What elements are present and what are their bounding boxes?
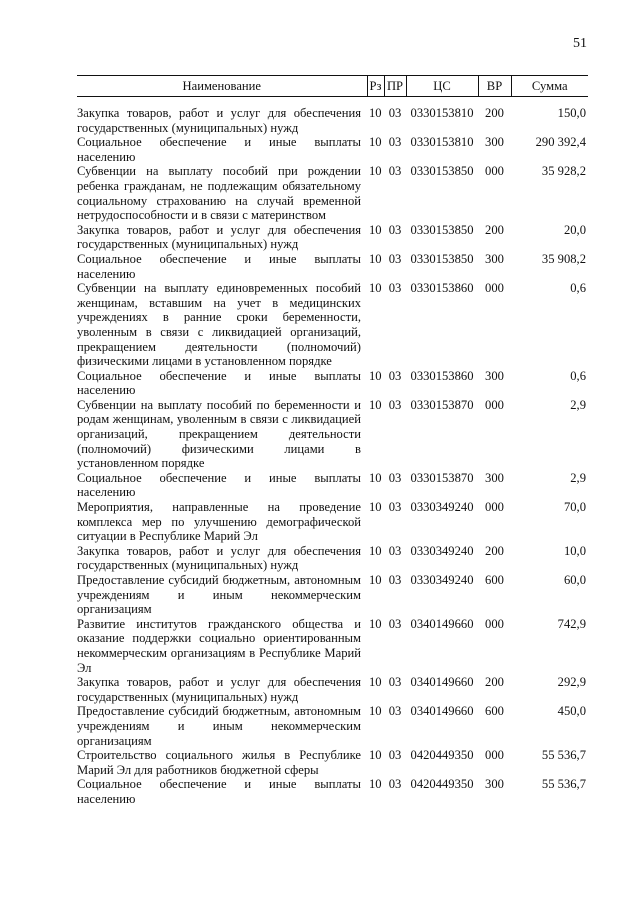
cell-rz: 10 bbox=[369, 106, 382, 120]
cell-pr: 03 bbox=[388, 543, 402, 558]
cell-vr: 000 bbox=[485, 748, 504, 763]
table-row bbox=[77, 617, 588, 675]
cell-rz: 10 bbox=[369, 777, 382, 792]
cell-name: Закупка товаров, работ и услуг для обеспечения государственных (муниципальных) нужд bbox=[77, 675, 361, 704]
cell-vr: 200 bbox=[485, 543, 504, 558]
cell-cs: 0330153850 bbox=[410, 222, 474, 237]
cell-sum: 35 908,2 bbox=[541, 251, 586, 266]
cell-pr: 03 bbox=[388, 616, 402, 631]
cell-pr: 03 bbox=[388, 704, 402, 719]
cell-sum: 290 392,4 bbox=[535, 135, 586, 150]
cell-name: Социальное обеспечение и иные выплаты населению bbox=[77, 368, 361, 398]
cell-cs: 0330349240 bbox=[410, 573, 474, 587]
cell-cs: 0330153850 bbox=[410, 164, 474, 179]
cell-sum: 742,9 bbox=[557, 616, 586, 631]
cell-cs: 0330153860 bbox=[410, 368, 474, 383]
cell-vr: 300 bbox=[485, 777, 504, 792]
table-row bbox=[77, 704, 588, 748]
table-row bbox=[77, 544, 588, 573]
cell-sum: 0,6 bbox=[570, 281, 586, 296]
cell-vr: 000 bbox=[485, 500, 504, 515]
cell-rz: 10 bbox=[369, 368, 382, 383]
cell-pr: 03 bbox=[388, 777, 402, 792]
cell-sum: 10,0 bbox=[563, 543, 586, 558]
cell-pr: 03 bbox=[388, 675, 402, 690]
cell-rz: 10 bbox=[369, 675, 382, 690]
cell-rz: 10 bbox=[369, 500, 382, 515]
cell-sum: 60,0 bbox=[563, 573, 586, 587]
cell-pr: 03 bbox=[388, 164, 402, 179]
cell-rz: 10 bbox=[369, 616, 382, 631]
cell-cs: 0420449350 bbox=[410, 777, 474, 792]
cell-name: Закупка товаров, работ и услуг для обеспечения государственных (муниципальных) нужд bbox=[77, 222, 361, 252]
cell-pr: 03 bbox=[388, 470, 402, 485]
cell-vr: 600 bbox=[485, 704, 504, 719]
cell-name: Социальное обеспечение и иные выплаты населению bbox=[77, 251, 361, 281]
table-row bbox=[77, 748, 588, 777]
cell-vr: 300 bbox=[485, 135, 504, 150]
header-name: Наименование bbox=[77, 76, 367, 97]
table-row bbox=[77, 97, 588, 136]
cell-sum: 55 536,7 bbox=[541, 748, 586, 763]
header-vr: ВР bbox=[478, 76, 511, 97]
cell-cs: 0330153870 bbox=[410, 397, 474, 412]
cell-pr: 03 bbox=[388, 281, 402, 296]
cell-pr: 03 bbox=[388, 222, 402, 237]
table-row bbox=[77, 223, 588, 252]
table-row bbox=[77, 164, 588, 222]
cell-sum: 55 536,7 bbox=[541, 777, 586, 792]
header-cs: ЦС bbox=[406, 76, 478, 97]
table-row bbox=[77, 252, 588, 281]
cell-rz: 10 bbox=[369, 135, 382, 150]
cell-vr: 200 bbox=[485, 675, 504, 690]
cell-rz: 10 bbox=[369, 164, 382, 179]
cell-sum: 70,0 bbox=[563, 500, 586, 515]
cell-sum: 35 928,2 bbox=[541, 164, 586, 179]
cell-sum: 292,9 bbox=[557, 675, 586, 690]
cell-cs: 0340149660 bbox=[410, 616, 474, 631]
header-rz: Рз bbox=[367, 76, 384, 97]
cell-cs: 0330153810 bbox=[410, 106, 474, 120]
cell-name: Субвенции на выплату единовременных пособий женщинам, вставшим на учет в медицинских учреждениях в ранние сроки беременности, уволенным в связи с ликвидацией организаций, прекращением деятельности (полномочий) физическими лицами в установленном порядке bbox=[77, 281, 361, 369]
page-number: 51 bbox=[573, 36, 587, 51]
cell-rz: 10 bbox=[369, 704, 382, 719]
cell-rz: 10 bbox=[369, 397, 382, 412]
cell-sum: 2,9 bbox=[570, 397, 586, 412]
cell-rz: 10 bbox=[369, 281, 382, 296]
cell-sum: 450,0 bbox=[557, 704, 586, 719]
table-row bbox=[77, 777, 588, 806]
header-pr: ПР bbox=[384, 76, 406, 97]
cell-cs: 0340149660 bbox=[410, 704, 474, 719]
cell-cs: 0420449350 bbox=[410, 748, 474, 763]
cell-name: Предоставление субсидий бюджетным, автономным учреждениям и иным некоммерческим организациям bbox=[77, 573, 361, 617]
cell-vr: 000 bbox=[485, 281, 504, 296]
cell-vr: 000 bbox=[485, 397, 504, 412]
cell-sum: 20,0 bbox=[563, 222, 586, 237]
table-row bbox=[77, 369, 588, 398]
cell-name: Социальное обеспечение и иные выплаты населению bbox=[77, 470, 361, 500]
cell-pr: 03 bbox=[388, 397, 402, 412]
cell-pr: 03 bbox=[388, 106, 402, 120]
cell-rz: 10 bbox=[369, 251, 382, 266]
cell-rz: 10 bbox=[369, 222, 382, 237]
cell-name: Закупка товаров, работ и услуг для обеспечения государственных (муниципальных) нужд bbox=[77, 106, 361, 135]
cell-name: Социальное обеспечение и иные выплаты населению bbox=[77, 135, 361, 164]
cell-name: Закупка товаров, работ и услуг для обеспечения государственных (муниципальных) нужд bbox=[77, 543, 361, 573]
cell-name: Строительство социального жилья в Республике Марий Эл для работников бюджетной сферы bbox=[77, 748, 361, 777]
table-row bbox=[77, 500, 588, 544]
cell-sum: 150,0 bbox=[557, 106, 586, 120]
table-row bbox=[77, 573, 588, 617]
cell-rz: 10 bbox=[369, 543, 382, 558]
table-row bbox=[77, 471, 588, 500]
cell-vr: 300 bbox=[485, 368, 504, 383]
cell-vr: 000 bbox=[485, 164, 504, 179]
cell-cs: 0330349240 bbox=[410, 543, 474, 558]
cell-rz: 10 bbox=[369, 470, 382, 485]
cell-name: Предоставление субсидий бюджетным, автономным учреждениям и иным некоммерческим организациям bbox=[77, 704, 361, 748]
budget-table bbox=[77, 75, 588, 807]
table-row bbox=[77, 398, 588, 471]
cell-cs: 0330153870 bbox=[410, 470, 474, 485]
table-row bbox=[77, 135, 588, 164]
cell-rz: 10 bbox=[369, 573, 382, 587]
cell-vr: 600 bbox=[485, 573, 504, 587]
cell-pr: 03 bbox=[388, 135, 402, 150]
cell-vr: 200 bbox=[485, 106, 504, 120]
cell-sum: 2,9 bbox=[570, 470, 586, 485]
cell-rz: 10 bbox=[369, 748, 382, 763]
cell-cs: 0330153860 bbox=[410, 281, 474, 296]
cell-name: Субвенции на выплату пособий по беременности и родам женщинам, уволенным в связи с ликвидацией организаций, прекращением деятельности (полномочий) физическими лицами в установленном порядке bbox=[77, 397, 361, 471]
cell-pr: 03 bbox=[388, 573, 402, 587]
cell-cs: 0330153850 bbox=[410, 251, 474, 266]
table-row bbox=[77, 281, 588, 369]
cell-name: Социальное обеспечение и иные выплаты населению bbox=[77, 777, 361, 806]
header-sum: Сумма bbox=[511, 76, 588, 97]
cell-pr: 03 bbox=[388, 500, 402, 515]
cell-name: Развитие институтов гражданского общества и оказание поддержки социально ориентированным некоммерческим организациям в Республике Марий Эл bbox=[77, 616, 361, 675]
cell-pr: 03 bbox=[388, 748, 402, 763]
cell-sum: 0,6 bbox=[570, 368, 586, 383]
cell-name: Субвенции на выплату пособий при рождении ребенка гражданам, не подлежащим обязательному социальному страхованию на случай временной нетрудоспособности и в связи с материнством bbox=[77, 164, 361, 223]
table-header-row bbox=[77, 76, 588, 97]
cell-vr: 300 bbox=[485, 251, 504, 266]
cell-cs: 0330349240 bbox=[410, 500, 474, 515]
cell-pr: 03 bbox=[388, 251, 402, 266]
cell-cs: 0330153810 bbox=[410, 135, 474, 150]
cell-vr: 000 bbox=[485, 616, 504, 631]
cell-pr: 03 bbox=[388, 368, 402, 383]
cell-cs: 0340149660 bbox=[410, 675, 474, 690]
table-row bbox=[77, 675, 588, 704]
cell-vr: 200 bbox=[485, 222, 504, 237]
cell-name: Мероприятия, направленные на проведение комплекса мер по улучшению демографической ситуации в Республике Марий Эл bbox=[77, 500, 361, 544]
cell-vr: 300 bbox=[485, 470, 504, 485]
